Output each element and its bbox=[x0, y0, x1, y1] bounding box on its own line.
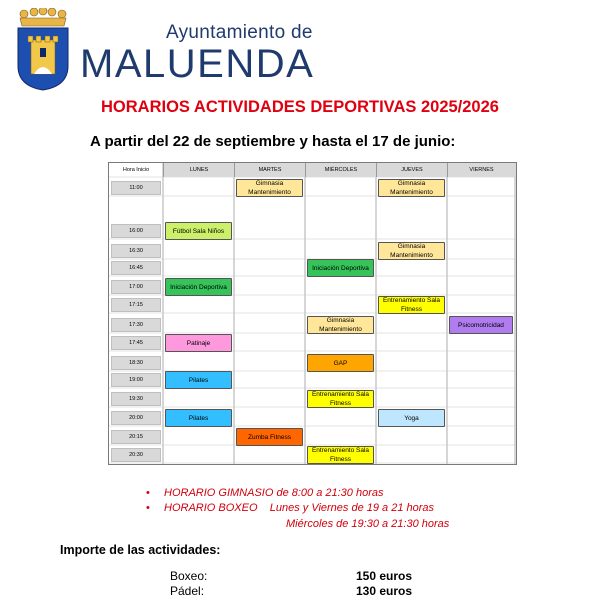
activity-cell: Fútbol Sala Niños bbox=[165, 222, 232, 240]
gym-hours-note bbox=[146, 487, 383, 499]
page-title: HORARIOS ACTIVIDADES DEPORTIVAS 2025/2026 bbox=[101, 98, 499, 116]
time-slot-label: 16:00 bbox=[111, 224, 161, 238]
price-value: 130 euros bbox=[356, 584, 413, 598]
activity-cell: Gimnasia Mantenimiento bbox=[236, 179, 303, 197]
activity-cell: Entrenamiento Sala Fitness bbox=[307, 390, 374, 408]
org-name-prefix: Ayuntamiento de bbox=[166, 22, 313, 43]
activity-cell: Patinaje bbox=[165, 334, 232, 352]
date-range-subtitle: A partir del 22 de septiembre y hasta el 17 de junio: bbox=[90, 133, 456, 150]
day-header-1: MARTES bbox=[234, 163, 305, 177]
price-value: 150 euros bbox=[356, 569, 413, 583]
time-slot-label: 17:30 bbox=[111, 318, 161, 332]
activity-cell: Iniciación Deportiva bbox=[165, 278, 232, 296]
day-header-3: JUEVES bbox=[376, 163, 447, 177]
activity-cell: Pilates bbox=[165, 409, 232, 427]
activity-cell: Yoga bbox=[378, 409, 445, 427]
bullet: • bbox=[146, 502, 150, 514]
bullet: • bbox=[146, 487, 150, 499]
time-slot-label: 17:00 bbox=[111, 280, 161, 294]
time-slot-label: 20:30 bbox=[111, 448, 161, 462]
time-slot-label: 16:45 bbox=[111, 261, 161, 275]
prices-title: Importe de las actividades: bbox=[60, 543, 221, 557]
time-slot-label: 11:00 bbox=[111, 181, 161, 195]
activity-cell: Gimnasia Mantenimiento bbox=[378, 179, 445, 197]
activity-cell: Zumba Fitness bbox=[236, 428, 303, 446]
time-slot-label: 18:30 bbox=[111, 356, 161, 370]
boxing-hours-note bbox=[146, 502, 434, 514]
day-header-0: LUNES bbox=[163, 163, 234, 177]
activity-cell: Psicomotricidad bbox=[449, 316, 513, 334]
activity-cell: Pilates bbox=[165, 371, 232, 389]
price-name: Boxeo: bbox=[170, 569, 208, 583]
activity-cell: Entrenamiento Sala Fitness bbox=[307, 446, 374, 464]
time-slot-label: 16:30 bbox=[111, 244, 161, 258]
activity-cell: Gimnasia Mantenimiento bbox=[307, 316, 374, 334]
day-header-4: VIERNES bbox=[447, 163, 515, 177]
activity-cell: Gimnasia Mantenimiento bbox=[378, 242, 445, 260]
schedule-table bbox=[108, 162, 517, 465]
time-slot-label: 19:30 bbox=[111, 392, 161, 406]
time-slot-label: 20:15 bbox=[111, 430, 161, 444]
gym-hours-text: HORARIO GIMNASIO de 8:00 a 21:30 horas bbox=[164, 487, 384, 499]
day-header-2: MIÉRCOLES bbox=[305, 163, 376, 177]
time-slot-label: 17:15 bbox=[111, 298, 161, 312]
activity-cell: GAP bbox=[307, 354, 374, 372]
activity-cell: Iniciación Deportiva bbox=[307, 259, 374, 277]
time-slot-label: 20:00 bbox=[111, 411, 161, 425]
activity-cell: Entrenamiento Sala Fitness bbox=[378, 296, 445, 314]
boxing-hours-wednesday: Miércoles de 19:30 a 21:30 horas bbox=[286, 518, 450, 530]
time-slot-label: 17:45 bbox=[111, 336, 161, 350]
time-slot-label: 19:00 bbox=[111, 373, 161, 387]
boxing-hours-text: HORARIO BOXEO Lunes y Viernes de 19 a 21 horas bbox=[164, 502, 435, 514]
time-column-header: Hora Inicio bbox=[122, 167, 150, 173]
price-name: Pádel: bbox=[170, 584, 205, 598]
org-name: MALUENDA bbox=[80, 42, 315, 86]
coat-of-arms-icon bbox=[14, 8, 72, 92]
